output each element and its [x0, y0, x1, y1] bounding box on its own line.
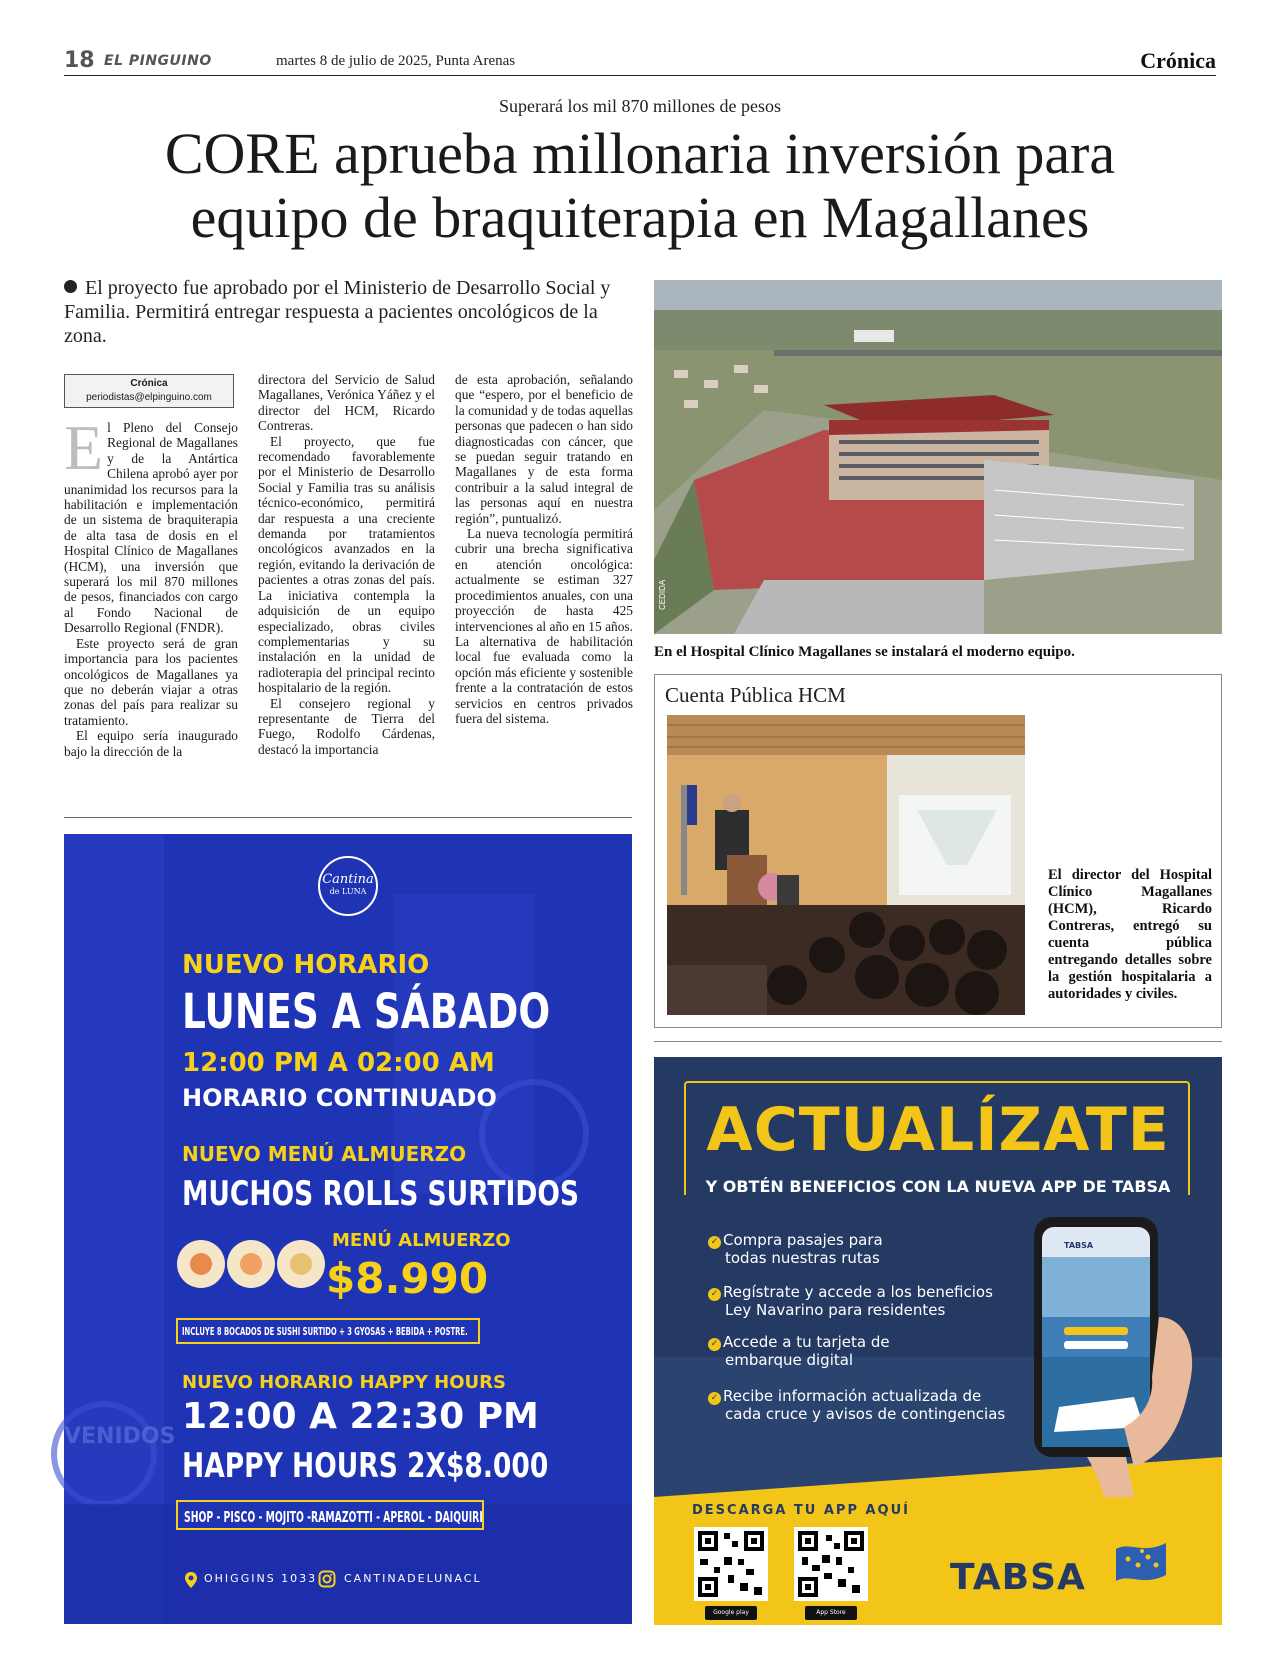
address-text: OHIGGINS 1033 [204, 1572, 318, 1585]
rolls-line [182, 1174, 691, 1214]
includes-text: INCLUYE 8 BOCADOS DE SUSHI SURTIDO + 3 GYOSAS + BEBIDA + POSTRE. [182, 1325, 468, 1338]
benefit-text: Regístrate y accede a los beneficios [723, 1283, 993, 1301]
sushi-rolls-icon [176, 1234, 326, 1294]
check-icon: ✓ [708, 1288, 721, 1301]
bullet-icon [64, 280, 77, 293]
article-headline [40, 122, 1240, 250]
benefit-text: Accede a tu tarjeta de [723, 1333, 890, 1351]
happy-promo-line [182, 1446, 652, 1486]
issue-date: martes 8 de julio de 2025, Punta Arenas [276, 53, 516, 69]
cantina-logo [318, 856, 378, 916]
paragraph: El proyecto, que fue recomendado favorablemente por el Ministerio de Desarrollo Social y Familia tras su análisis técnico-económico, permitirá dar respuesta a una creciente demanda por tratamientos oncológicos avanzados en la región, evitando la derivación de pacientes a otras zonas del país. La iniciativa contempla la adquisición de un equipo especializado, obras civiles complementarias y su instalación en la unidad de radioterapia del principal recinto hospitalario de la región. [258, 433, 435, 696]
page-number: 18 [64, 48, 95, 73]
tabsa-ad [654, 1057, 1222, 1625]
column-divider [64, 817, 632, 818]
app-store-badge[interactable]: App Store [805, 1606, 857, 1620]
happy-hours-time: 12:00 A 22:30 PM [182, 1396, 539, 1437]
newspaper-logo: EL PINGUINO [104, 53, 212, 69]
continuous-label: HORARIO CONTINUADO [182, 1084, 497, 1112]
days-text: LUNES A SÁBADO [182, 984, 551, 1040]
qr-code-apple[interactable] [794, 1527, 868, 1601]
photo-credit: CEDIDA [658, 579, 667, 610]
location-pin-icon [184, 1571, 198, 1589]
article-column-3 [455, 372, 633, 726]
benefit-text: Recibe información actualizada de [723, 1387, 982, 1405]
tabsa-logo-text: TABSA [950, 1557, 1086, 1598]
headline-line-1: CORE aprueba millonaria inversión para [164, 121, 1116, 186]
sidebar-box [654, 674, 1222, 1028]
lunch-menu-label: MENÚ ALMUERZO [332, 1230, 511, 1251]
tabsa-flag-icon [1112, 1539, 1170, 1587]
qr-icon [694, 1527, 768, 1601]
paragraph: Este proyecto será de gran importancia para los pacientes oncológicos de Magallanes ya que no deberán viajar a otras zonas del país para realizar su tratamiento. [64, 635, 238, 728]
rolls-text: MUCHOS ROLLS SURTIDOS [182, 1174, 580, 1214]
auditorium-illustration [667, 715, 1025, 1015]
benefit-item [708, 1333, 998, 1369]
photo-credit: CEDIDA [657, 980, 666, 1011]
paragraph: de esta aprobación, señalando que “espero, por el beneficio de la comunidad y de todas aquellas personas que padecen o han sido diagnosticadas con cáncer, que se puedan seguir tratando en Magallanes y de esta forma contribuir a la salud integral de las personas aquí en nuestra región”, puntualizó. [455, 372, 633, 526]
lead-text: El proyecto fue aprobado por el Ministerio de Desarrollo Social y Familia. Permitirá entregar respuesta a pacientes oncológicos de la zona. [64, 277, 611, 347]
headline-line-2: equipo de braquiterapia en Magallanes [190, 185, 1090, 250]
benefit-item [708, 1283, 1028, 1319]
paragraph: La nueva tecnología permitirá cubrir una brecha significativa en atención oncológica: actualmente se estiman 327 procedimientos anuales, con una proyección de hasta 425 intervenciones al año en 15 años. La alternativa de habilitación local fue evaluada como la opción más eficiente y sostenible frente a la contratación de estos servicios en centros privados fuera del sistema. [455, 526, 633, 726]
hours-text: 12:00 PM A 02:00 AM [182, 1048, 495, 1078]
check-icon: ✓ [708, 1338, 721, 1351]
article-kicker: Superará los mil 870 millones de pesos [499, 96, 781, 116]
qr-code-google[interactable] [694, 1527, 768, 1601]
drop-cap: E [64, 412, 104, 483]
paragraph: El equipo sería inaugurado bajo la dirección de la [64, 728, 238, 759]
benefit-text: Ley Navarino para residentes [725, 1301, 946, 1319]
benefit-text: cada cruce y avisos de contingencias [725, 1405, 1006, 1423]
presentation-photo [657, 715, 1025, 1015]
article-column-2 [258, 372, 435, 757]
phone-brand: TABSA [1064, 1241, 1094, 1250]
logo-line-1: Cantina [322, 872, 374, 887]
benefit-item [708, 1231, 998, 1267]
paragraph [64, 412, 238, 636]
section-name: Crónica [1140, 48, 1216, 73]
byline [64, 374, 234, 408]
phone-hand-icon [984, 1197, 1222, 1497]
benefit-text: todas nuestras rutas [725, 1249, 880, 1267]
section-divider [654, 1041, 1222, 1042]
days-line [182, 984, 654, 1040]
includes-banner [176, 1318, 480, 1344]
photo-caption: En el Hospital Clínico Magallanes se instalará el moderno equipo. [654, 644, 1075, 660]
benefit-text: Compra pasajes para [723, 1231, 883, 1249]
cantina-ad [64, 834, 632, 1624]
happy-promo-text: HAPPY HOURS 2X$8.000 [182, 1446, 549, 1486]
instagram-handle: CANTINADELUNACL [344, 1572, 482, 1585]
check-icon: ✓ [708, 1392, 721, 1405]
photo-caption: El director del Hospital Clínico Magallanes (HCM), Ricardo Contreras, entregó su cuenta pública entregando detalles sobre la gestión hospitalaria a autoridades y civiles. [1048, 867, 1212, 1002]
ad-title: ACTUALÍZATE [706, 1095, 1170, 1165]
happy-hours-title: NUEVO HORARIO HAPPY HOURS [182, 1372, 506, 1393]
paragraph: El consejero regional y representante de Tierra del Fuego, Rodolfo Cárdenas, destacó la importancia [258, 695, 435, 757]
sidebar-title: Cuenta Pública HCM [665, 683, 846, 707]
instagram-icon [318, 1570, 336, 1588]
article-column-1 [64, 412, 238, 759]
google-play-badge[interactable]: Google play [705, 1606, 757, 1620]
hospital-illustration [654, 280, 1222, 634]
drinks-banner [176, 1500, 484, 1530]
paragraph-text: l Pleno del Consejo Regional de Magallanes y de la Antártica Chilena aprobó ayer por unanimidad los recursos para la habilitación e implementación de un sistema de braquiterapia de alta tasa de dosis en el Hospital Clínico de Magallanes (HCM), una inversión que superará los mil 870 millones de pesos, financiados con cargo al Fondo Nacional de Desarrollo Regional (FNDR). [64, 420, 238, 636]
paragraph: directora del Servicio de Salud Magallanes, Verónica Yáñez y el director del HCM, Ricardo Contreras. [258, 372, 435, 434]
drinks-text: SHOP - PISCO - MOJITO -RAMAZOTTI - APEROL - DAIQUIRI [184, 1508, 483, 1526]
article-lead [64, 276, 630, 348]
ad-subtitle: Y OBTÉN BENEFICIOS CON LA NUEVA APP DE TABSA [705, 1177, 1171, 1196]
hospital-aerial-photo [654, 280, 1222, 634]
lunch-menu-title: NUEVO MENÚ ALMUERZO [182, 1142, 467, 1166]
logo-line-2: de LUNA [329, 887, 367, 896]
benefit-text: embarque digital [725, 1351, 854, 1369]
byline-email: periodistas@elpinguino.com [86, 392, 212, 403]
check-icon: ✓ [708, 1236, 721, 1249]
benefit-item [708, 1387, 1028, 1423]
page-header [64, 48, 1216, 76]
download-label: DESCARGA TU APP AQUÍ [692, 1503, 911, 1518]
lunch-price: $8.990 [326, 1254, 489, 1303]
new-hours-label: NUEVO HORARIO [182, 950, 430, 980]
bg-sign-word: VENIDOS [64, 1424, 176, 1449]
byline-section: Crónica [130, 378, 168, 389]
qr-icon [794, 1527, 868, 1601]
